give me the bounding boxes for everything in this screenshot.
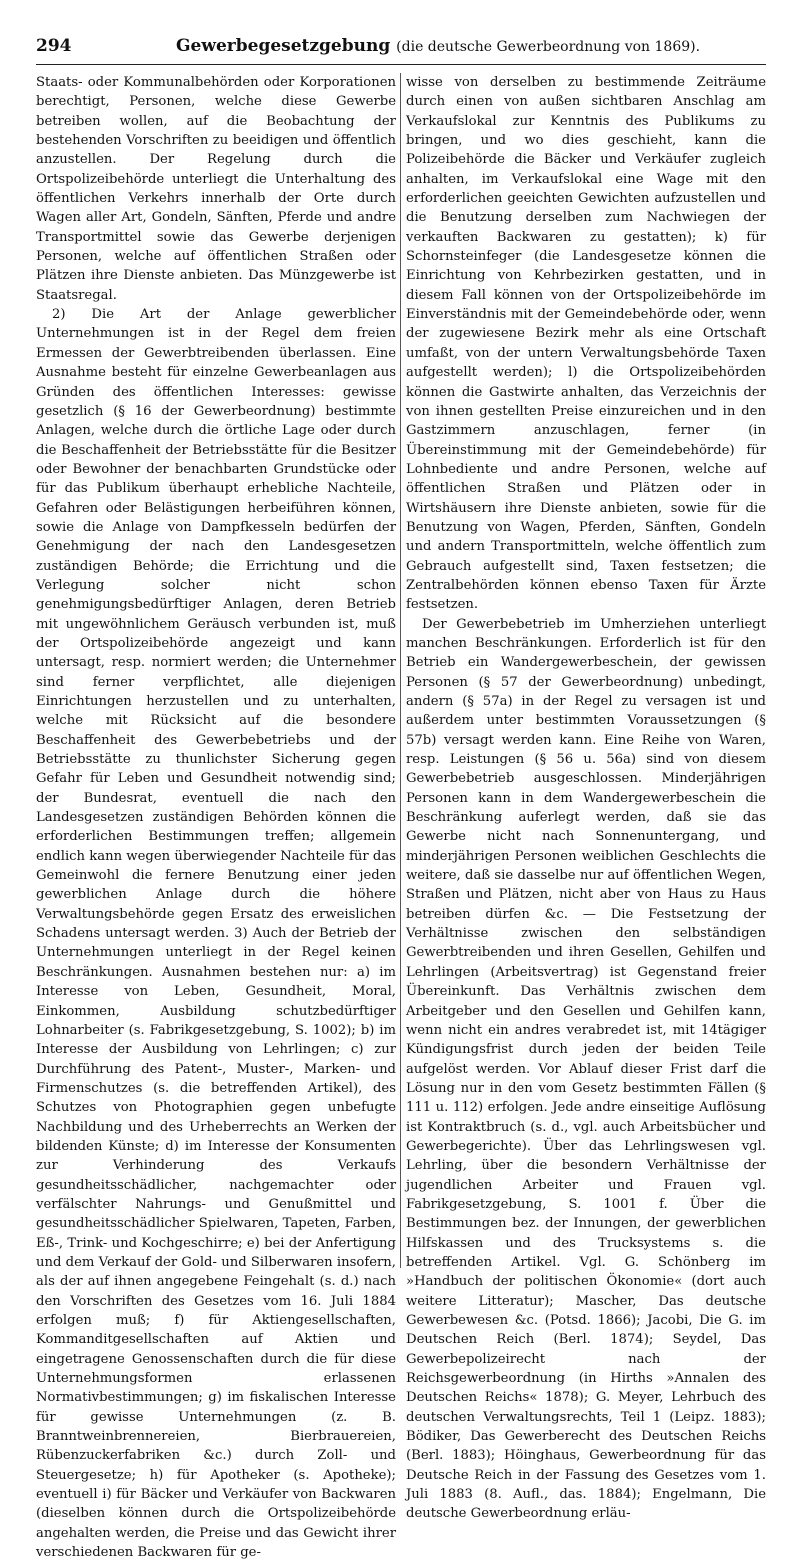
running-title-main: Gewerbegesetzgebung bbox=[176, 36, 391, 56]
column-divider bbox=[400, 73, 401, 1268]
running-title-subtitle: (die deutsche Gewerbeordnung von 1869). bbox=[396, 39, 701, 55]
text-columns bbox=[36, 73, 766, 1561]
paragraph: Staats- oder Kommunalbehörden oder Korporationen berechtigt, Personen, welche diese Gewerbe betreiben wollen, auf die Beobachtung der bestehenden Vorschriften zu beeidigen und öffentlich anzustellen. Der Regelung durch die Ortspolizeibehörde unterliegt die Unterhaltung des öffentlichen Verkehrs innerhalb der Orte durch Wagen aller Art, Gondeln, Sänften, Pferde und andre Transportmittel sowie das Gewerbe derjenigen Personen, welche auf öffentlichen Straßen oder Plätzen ihre Dienste anbieten. Das Münzgewerbe ist Staatsregal. bbox=[36, 75, 396, 303]
paragraph: Der Gewerbebetrieb im Umherziehen unterliegt manchen Beschränkungen. Erforderlich ist für den Betrieb ein Wandergewerbeschein, der gewissen Personen (§ 57 der Gewerbeordnung) unbedingt, andern (§ 57a) in der Regel zu versagen ist und außerdem unter bestimmten Voraussetzungen (§ 57b) versagt werden kann. Eine Reihe von Waren, resp. Leistungen (§ 56 u. 56a) sind von diesem Gewerbebetrieb ausgeschlossen. Minderjährigen Personen kann in dem Wandergewerbeschein die Beschränkung auferlegt werden, daß sie das Gewerbe nicht nach Sonnenuntergang, und minderjährigen Personen weiblichen Geschlechts die weitere, daß sie dasselbe nur auf öffentlichen Wegen, Straßen und Plätzen, nicht aber von Haus zu Haus betreiben dürfen &c. — Die Festsetzung der Verhältnisse zwischen den selbständigen Gewerbtreibenden und ihren Gesellen, Gehilfen und Lehrlingen (Arbeitsvertrag) ist Gegenstand freier Übereinkunft. Das Verhältnis zwischen dem Arbeitgeber und den Gesellen und Gehilfen kann, wenn nicht ein andres verabredet ist, mit 14tägiger Kündigungsfrist durch jeden der beiden Teile aufgelöst werden. Vor Ablauf dieser Frist darf die Lösung nur in den vom Gesetz bestimmten Fällen (§ 111 u. 112) erfolgen. Jede andre einseitige Auflösung ist Kontraktbruch (s. d., vgl. auch Arbeitsbücher und Gewerbegerichte). Über das Lehrlingswesen vgl. Lehrling, über die besondern Verhältnisse der jugendlichen Arbeiter und Frauen vgl. Fabrikgesetzgebung, S. 1001 f. Über die Bestimmungen bez. der Innungen, der gewerblichen Hilfskassen und des Trucksystems s. die betreffenden Artikel. Vgl. G. Schönberg im »Handbuch der politischen Ökonomie« (dort auch weitere Litteratur); Mascher, Das deutsche Gewerbewesen &c. (Potsd. 1866); Jacobi, Die G. im Deutschen Reich (Berl. 1874); Seydel, Das Gewerbepolizeirecht nach der Reichsgewerbeordnung (in Hirths »Annalen des Deutschen Reichs« 1878); G. Meyer, Lehrbuch des deutschen Verwaltungsrechts, Teil 1 (Leipz. 1883); Bödiker, Das Gewerberecht des Deutschen Reichs (Berl. 1883); Höinghaus, Gewerbeordnung für das Deutsche Reich in der Fassung des Gesetzes vom 1. Juli 1883 (8. Aufl., das. 1884); Engelmann, Die deutsche Gewerbeordnung erläu- bbox=[406, 616, 766, 1522]
running-header bbox=[36, 34, 766, 65]
page-number: 294 bbox=[36, 36, 72, 56]
right-column bbox=[406, 73, 766, 1522]
left-column bbox=[36, 73, 396, 1561]
running-title bbox=[176, 36, 700, 56]
paragraph: 2) Die Art der Anlage gewerblicher Unternehmungen ist in der Regel dem freien Ermessen der Gewerbtreibenden überlassen. Eine Ausnahme besteht für einzelne Gewerbeanlagen aus Gründen des öffentlichen Interesses: gewisse gesetzlich (§ 16 der Gewerbeordnung) bestimmte Anlagen, welche durch die örtliche Lage oder durch die Beschaffenheit der Betriebsstätte für die Besitzer oder Bewohner der benachbarten Grundstücke oder für das Publikum überhaupt erhebliche Nachteile, Gefahren oder Belästigungen herbeiführen können, sowie die Anlage von Dampfkesseln bedürfen der Genehmigung der nach den Landesgesetzen zuständigen Behörde; die Errichtung und die Verlegung solcher nicht schon genehmigungsbedürftiger Anlagen, deren Betrieb mit ungewöhnlichem Geräusch verbunden ist, muß der Ortspolizeibehörde angezeigt und kann untersagt, resp. normiert werden; die Unternehmer sind ferner verpflichtet, alle diejenigen Einrichtungen herzustellen und zu unterhalten, welche mit Rücksicht auf die besondere Beschaffenheit des Gewerbebetriebs und der Betriebsstätte zu thunlichster Sicherung gegen Gefahr für Leben und Gesundheit notwendig sind; der Bundesrat, eventuell die nach den Landesgesetzen zuständigen Behörden können die erforderlichen Bestimmungen treffen; allgemein endlich kann wegen überwiegender Nachteile für das Gemeinwohl die fernere Benutzung einer jeden gewerblichen Anlage durch die höhere Verwaltungsbehörde gegen Ersatz des erweislichen Schadens untersagt werden. 3) Auch der Betrieb der Unternehmungen unterliegt in der Regel keinen Beschränkungen. Ausnahmen bestehen nur: a) im Interesse von Leben, Gesundheit, Moral, Einkommen, Ausbildung schutzbedürftiger Lohnarbeiter (s. Fabrikgesetzgebung, S. 1002); b) im Interesse der Ausbildung von Lehrlingen; c) zur Durchführung des Patent-, Muster-, Marken- und Firmenschutzes (s. die betreffenden Artikel), des Schutzes von Photographien gegen unbefugte Nachbildung und des Urheberrechts an Werken der bildenden Künste; d) im Interesse der Konsumenten zur Verhinderung des Verkaufs gesundheitsschädlicher, nachgemachter oder verfälschter Nahrungs- und Genußmittel und gesundheitsschädlicher Spielwaren, Tapeten, Farben, Eß-, Trink- und Kochgeschirre; e) bei der Anfertigung und dem Verkauf der Gold- und Silberwaren insofern, als der auf ihnen angegebene Feingehalt (s. d.) nach den Vorschriften des Gesetzes vom 16. Juli 1884 erfolgen muß; f) für Aktiengesellschaften, Kommanditgesellschaften auf Aktien und eingetragene Genossenschaften durch die für diese Unternehmungsformen erlassenen Normativbestimmungen; g) im fiskalischen Interesse für gewisse Unternehmungen (z. B. Branntweinbrennereien, Bierbrauereien, Rübenzuckerfabriken &c.) durch Zoll- und Steuergesetze; h) für Apotheker (s. Apotheke); eventuell i) für Bäcker und Verkäufer von Backwaren (dieselben können durch die Ortspolizeibehörde angehalten werden, die Preise und das Gewicht ihrer verschiedenen Backwaren für ge- bbox=[36, 307, 396, 1561]
paragraph: wisse von derselben zu bestimmende Zeiträume durch einen von außen sichtbaren Anschlag am Verkaufslokal zur Kenntnis des Publikums zu bringen, und wo dies geschieht, kann die Polizeibehörde die Bäcker und Verkäufer zugleich anhalten, im Verkaufslokal eine Wage mit den erforderlichen geeichten Gewichten aufzustellen und die Benutzung derselben zum Nachwiegen der verkauften Backwaren zu gestatten); k) für Schornsteinfeger (die Landesgesetze können die Einrichtung von Kehrbezirken gestatten, und in diesem Fall können von der Ortspolizeibehörde im Einverständnis mit der Gemeindebehörde oder, wenn der zugewiesene Bezirk mehr als eine Ortschaft umfaßt, von der untern Verwaltungsbehörde Taxen aufgestellt werden); l) die Ortspolizeibehörden können die Gastwirte anhalten, das Verzeichnis der von ihnen gestellten Preise einzureichen und in den Gastzimmern anzuschlagen, ferner (in Übereinstimmung mit der Gemeindebehörde) für Lohnbediente und andre Personen, welche auf öffentlichen Straßen und Plätzen oder in Wirtshäusern ihre Dienste anbieten, sowie für die Benutzung von Wagen, Pferden, Sänften, Gondeln und andern Transportmitteln, welche öffentlich zum Gebrauch aufgestellt sind, Taxen festsetzen; die Zentralbehörden können ebenso Taxen für Ärzte festsetzen. bbox=[406, 75, 766, 613]
